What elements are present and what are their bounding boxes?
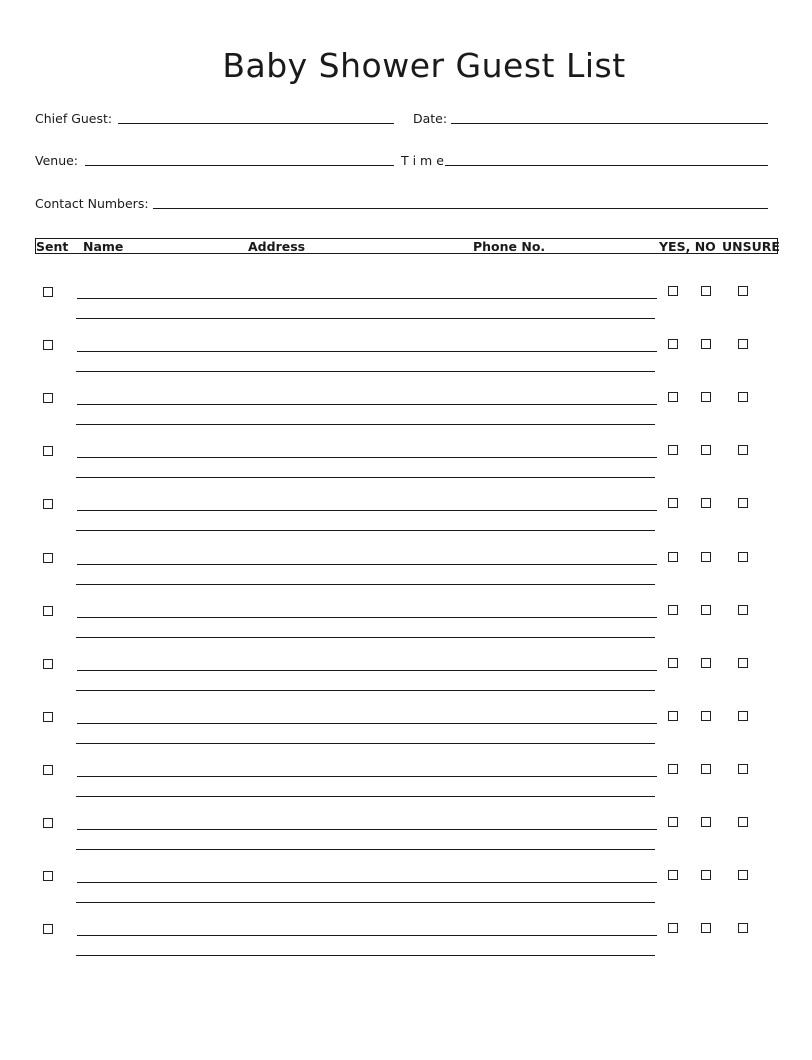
unsure-checkbox[interactable] [738,764,748,774]
sent-checkbox[interactable] [43,659,53,669]
guest-entry-line[interactable] [77,935,657,936]
yes-checkbox[interactable] [668,286,678,296]
no-checkbox[interactable] [701,658,711,668]
guest-entry-line-2[interactable] [76,477,655,478]
yes-checkbox[interactable] [668,764,678,774]
unsure-checkbox[interactable] [738,392,748,402]
guest-entry-line[interactable] [77,829,657,830]
yes-checkbox[interactable] [668,923,678,933]
header-unsure: UNSURE [722,239,780,254]
no-checkbox[interactable] [701,605,711,615]
no-checkbox[interactable] [701,923,711,933]
venue-label: Venue: [35,153,79,168]
sent-checkbox[interactable] [43,446,53,456]
guest-entry-line[interactable] [77,882,657,883]
sent-checkbox[interactable] [43,393,53,403]
yes-checkbox[interactable] [668,711,678,721]
guest-entry-line-2[interactable] [76,796,655,797]
no-checkbox[interactable] [701,764,711,774]
guest-entry-line[interactable] [77,670,657,671]
guest-entry-line[interactable] [77,404,657,405]
contact-numbers-label: Contact Numbers: [35,196,149,211]
time-label: T i m e [401,153,444,168]
header-yes-no: YES, NO [659,239,716,254]
guest-entry-line-2[interactable] [76,849,655,850]
no-checkbox[interactable] [701,711,711,721]
sent-checkbox[interactable] [43,287,53,297]
header-name: Name [83,239,124,254]
header-phone: Phone No. [473,239,546,254]
sent-checkbox[interactable] [43,606,53,616]
unsure-checkbox[interactable] [738,498,748,508]
unsure-checkbox[interactable] [738,870,748,880]
guest-entry-line-2[interactable] [76,743,655,744]
sent-checkbox[interactable] [43,340,53,350]
date-label: Date: [413,111,448,126]
header-address: Address [248,239,306,254]
unsure-checkbox[interactable] [738,817,748,827]
yes-checkbox[interactable] [668,552,678,562]
yes-checkbox[interactable] [668,605,678,615]
no-checkbox[interactable] [701,552,711,562]
guest-entry-line[interactable] [77,564,657,565]
table-header [35,238,778,254]
no-checkbox[interactable] [701,392,711,402]
unsure-checkbox[interactable] [738,339,748,349]
sent-checkbox[interactable] [43,924,53,934]
guest-entry-line[interactable] [77,617,657,618]
contact-numbers-field[interactable] [153,208,768,209]
guest-entry-line[interactable] [77,510,657,511]
sent-checkbox[interactable] [43,765,53,775]
guest-entry-line-2[interactable] [76,955,655,956]
unsure-checkbox[interactable] [738,658,748,668]
chief-guest-label: Chief Guest: [35,111,113,126]
yes-checkbox[interactable] [668,498,678,508]
guest-entry-line-2[interactable] [76,318,655,319]
sent-checkbox[interactable] [43,818,53,828]
page-title: Baby Shower Guest List [222,46,626,85]
unsure-checkbox[interactable] [738,445,748,455]
guest-entry-line-2[interactable] [76,584,655,585]
no-checkbox[interactable] [701,817,711,827]
sent-checkbox[interactable] [43,553,53,563]
guest-entry-line[interactable] [77,776,657,777]
chief-guest-field[interactable] [118,123,394,124]
guest-entry-line-2[interactable] [76,371,655,372]
header-sent: Sent [36,239,69,254]
unsure-checkbox[interactable] [738,605,748,615]
guest-entry-line[interactable] [77,457,657,458]
unsure-checkbox[interactable] [738,923,748,933]
guest-entry-line-2[interactable] [76,530,655,531]
no-checkbox[interactable] [701,339,711,349]
no-checkbox[interactable] [701,286,711,296]
yes-checkbox[interactable] [668,339,678,349]
yes-checkbox[interactable] [668,445,678,455]
no-checkbox[interactable] [701,870,711,880]
yes-checkbox[interactable] [668,817,678,827]
guest-entry-line-2[interactable] [76,690,655,691]
guest-entry-line-2[interactable] [76,424,655,425]
no-checkbox[interactable] [701,498,711,508]
unsure-checkbox[interactable] [738,552,748,562]
sent-checkbox[interactable] [43,871,53,881]
guest-entry-line[interactable] [77,351,657,352]
unsure-checkbox[interactable] [738,286,748,296]
unsure-checkbox[interactable] [738,711,748,721]
sent-checkbox[interactable] [43,712,53,722]
guest-entry-line[interactable] [77,298,657,299]
no-checkbox[interactable] [701,445,711,455]
time-field[interactable] [445,165,768,166]
guest-entry-line-2[interactable] [76,637,655,638]
yes-checkbox[interactable] [668,392,678,402]
yes-checkbox[interactable] [668,658,678,668]
guest-entry-line[interactable] [77,723,657,724]
date-field[interactable] [451,123,768,124]
sent-checkbox[interactable] [43,499,53,509]
venue-field[interactable] [85,165,394,166]
guest-entry-line-2[interactable] [76,902,655,903]
yes-checkbox[interactable] [668,870,678,880]
